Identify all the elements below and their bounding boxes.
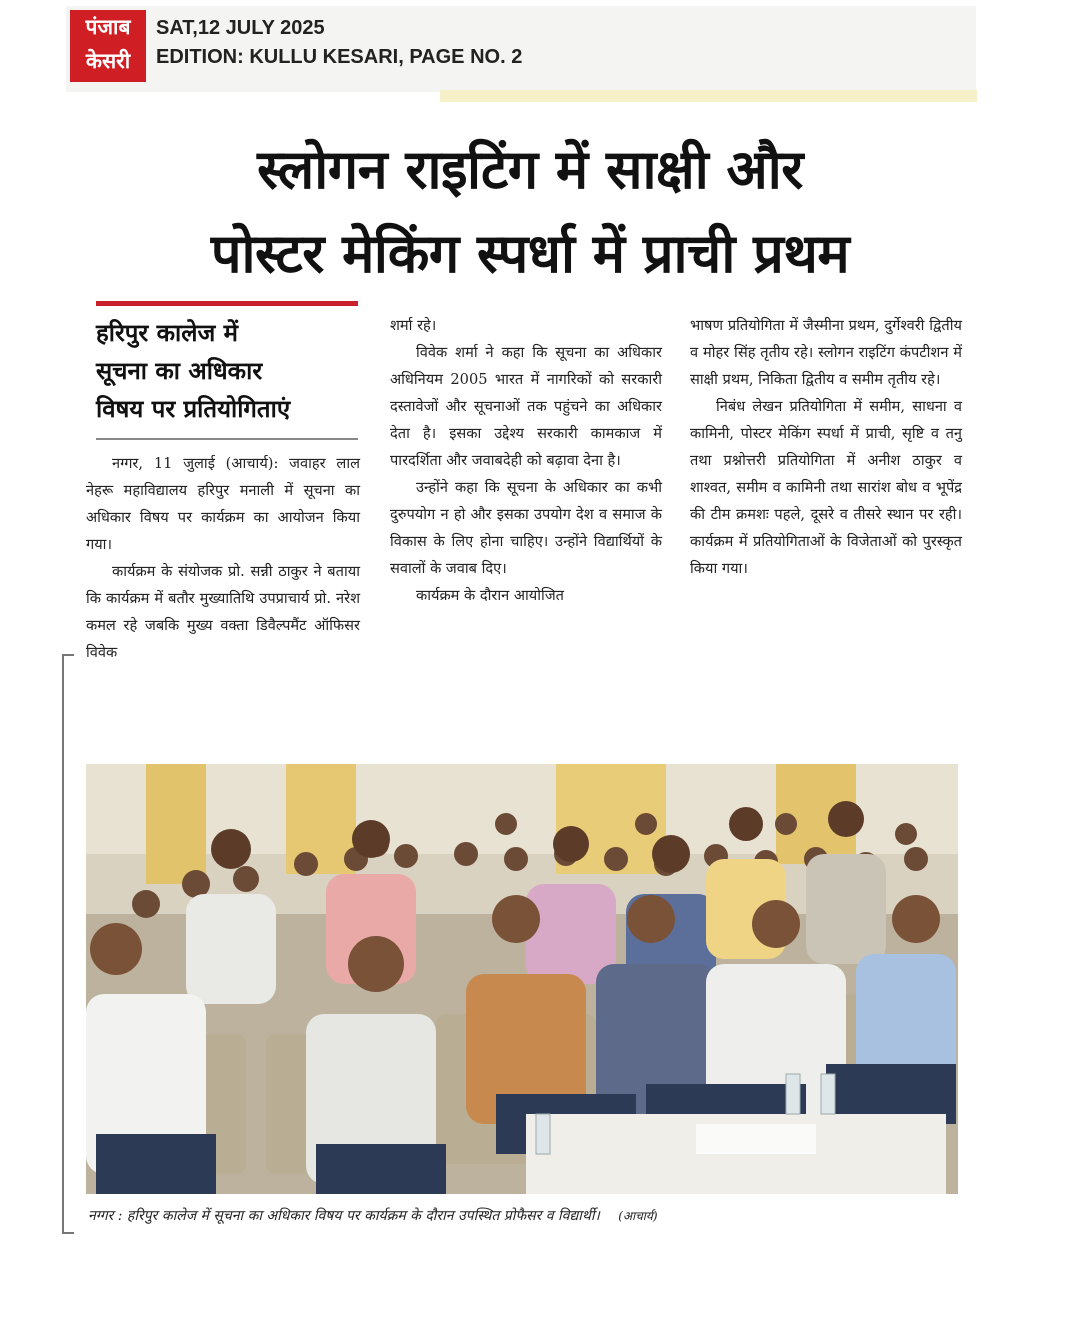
article-paragraph: निबंध लेखन प्रतियोगिता में समीम, साधना व कामिनी, पोस्टर मेकिंग स्पर्धा में प्राची, सृष्टि व तनु तथा प्रश्नोत्तरी प्रतियोगिता में अनीश ठाकुर व शाश्वत, समीम व कामिनी तथा सारांश बोध व भूपेंद्र की टीम क्रमशः पहले, दूसरे व तीसरे स्थान पर रही। कार्यक्रम में प्रतियोगिताओं के विजेताओं को पुरस्कृत किया गया। bbox=[690, 398, 962, 577]
article-column-2 bbox=[390, 312, 662, 609]
subhead-divider bbox=[96, 438, 358, 440]
subhead-line-1: हरिपुर कालेज में bbox=[96, 319, 239, 347]
article-paragraph: शर्मा रहे। bbox=[390, 317, 437, 334]
photo-credit: (आचार्य) bbox=[618, 1209, 658, 1223]
punjab-kesari-logo bbox=[70, 10, 146, 82]
subhead-line-3: विषय पर प्रतियोगिताएं bbox=[96, 395, 291, 423]
article-column-1 bbox=[86, 450, 360, 666]
article-paragraph: विवेक शर्मा ने कहा कि सूचना का अधिकार अधिनियम 2005 भारत में नागरिकों को सरकारी दस्तावेजों और सूचनाओं तक पहुंचने का अधिकार देता है। इसका उद्देश्य सरकारी कामकाज में पारदर्शिता और जवाबदेही को बढ़ावा देना है। bbox=[390, 344, 662, 469]
article-paragraph: उन्होंने कहा कि सूचना के अधिकार का कभी दुरुपयोग न हो और इसका उपयोग देश व समाज के विकास के लिए होना चाहिए। उन्होंने विद्यार्थियों के सवालों के जवाब दिए। bbox=[390, 479, 662, 577]
logo-line-1: पंजाब bbox=[85, 15, 131, 39]
caption-text: नग्गर : हरिपुर कालेज में सूचना का अधिकार विषय पर कार्यक्रम के दौरान उपस्थित प्रोफैसर व विद्यार्थी। bbox=[88, 1208, 600, 1224]
article-paragraph: कार्यक्रम के दौरान आयोजित bbox=[416, 587, 564, 604]
headline-line-2: पोस्टर मेकिंग स्पर्धा में प्राची प्रथम bbox=[210, 222, 850, 285]
subhead-line-2: सूचना का अधिकार bbox=[96, 357, 263, 385]
article-paragraph: भाषण प्रतियोगिता में जैस्मीना प्रथम, दुर्गेश्वरी द्वितीय व मोहर सिंह तृतीय रहे। स्लोगन राइटिंग कंपटीशन में साक्षी प्रथम, निकिता द्वितीय व समीम तृतीय रहे। bbox=[690, 317, 962, 388]
article-paragraph: कार्यक्रम के संयोजक प्रो. सन्नी ठाकुर ने बताया कि कार्यक्रम में बतौर मुख्यातिथि उपप्राचार्य प्रो. नरेश कमल रहे जबकि मुख्य वक्ता डिवैल्पमैंट ऑफिसर विवेक bbox=[86, 563, 360, 661]
article-column-3 bbox=[690, 312, 962, 582]
accent-bar bbox=[440, 90, 977, 102]
logo-line-2: केसरी bbox=[85, 49, 131, 73]
event-photo bbox=[86, 764, 958, 1194]
edition-info bbox=[156, 14, 522, 72]
edition-date: SAT,12 JULY 2025 bbox=[156, 17, 325, 39]
column-bracket bbox=[62, 654, 74, 1234]
subhead-rule bbox=[96, 301, 358, 306]
sub-headline bbox=[96, 314, 358, 428]
article-paragraph: नग्गर, 11 जुलाई (आचार्य): जवाहर लाल नेहरू महाविद्यालय हरिपुर मनाली में सूचना का अधिकार विषय पर कार्यक्रम का आयोजन किया गया। bbox=[86, 455, 360, 553]
main-headline bbox=[90, 128, 970, 296]
audience-photo-illustration bbox=[86, 764, 958, 1194]
edition-name: EDITION: KULLU KESARI, PAGE NO. 2 bbox=[156, 46, 523, 68]
photo-caption bbox=[88, 1206, 968, 1225]
headline-line-1: स्लोगन राइटिंग में साक्षी और bbox=[257, 138, 803, 201]
